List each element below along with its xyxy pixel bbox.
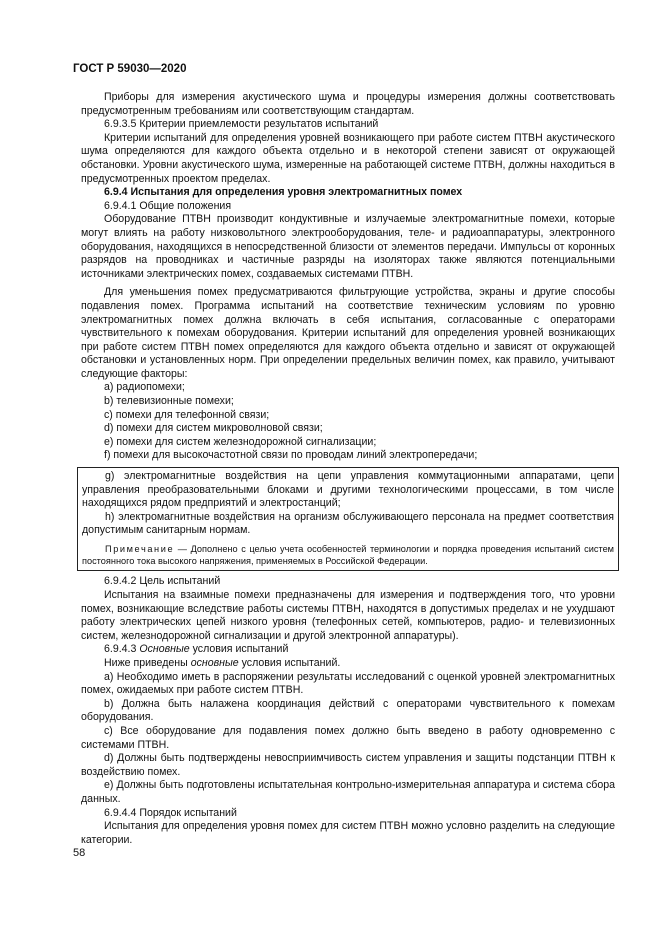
note-label: Примечание [105, 544, 175, 554]
list-item: b) телевизионные помехи; [104, 395, 234, 408]
heading-rest: условия испытаний [189, 643, 289, 656]
condition-item: c) Все оборудование для подавления помех должно быть введено в работу одновременно с системами ПТВН. [81, 724, 615, 751]
heading-number: 6.9.4.3 [104, 643, 140, 656]
page-number: 58 [73, 847, 86, 859]
paragraph-test-procedure: Испытания для определения уровня помех для систем ПТВН можно условно разделить на следующие категории. [81, 820, 615, 846]
intro-emphasis: основные [190, 656, 239, 669]
heading-emphasis: Основные [139, 643, 190, 656]
note-text: — Дополнено с целью учета особенностей терминологии и порядка проведения испытаний систем постоянного тока высокого напряжения, применяемых в Российской Федерации. [82, 544, 614, 567]
boxed-item-h: h) электромагнитные воздействия на организм обслуживающего персонала на предмет соответствия допустимым санитарным нормам. [82, 510, 614, 537]
document-header: ГОСТ Р 59030—2020 [73, 63, 187, 75]
condition-item: b) Должна быть налажена координация действий с операторами чувствительного к помехам оборудования. [81, 697, 615, 724]
heading-6-9-4-4: 6.9.4.4 Порядок испытаний [104, 806, 237, 819]
heading-6-9-3-5: 6.9.3.5 Критерии приемлемости результатов испытаний [104, 118, 379, 131]
page-body [81, 91, 615, 847]
note [82, 543, 614, 567]
paragraph-emi-general: Оборудование ПТВН производит кондуктивные и излучаемые электромагнитные помехи, которые могут влиять на работу низковольтного электрооборудования, теле- и радиоаппаратуры, электронного оборудования, находящихся в непосредственной близости от элементов передачи. Импульсы от коронных разрядов на проводниках и частичные разряды на изоляторах также являются потенциальными источниками электрических помех, создаваемых системами ПТВН. [81, 213, 615, 280]
list-item: d) помехи для систем микроволновой связи; [104, 422, 323, 435]
list-item: f) помехи для высокочастотной связи по проводам линий электропередачи; [104, 449, 478, 462]
condition-item: a) Необходимо иметь в распоряжении результаты исследований с оценкой уровней электромагнитных помех, ожидаемых при работе систем ПТВН. [81, 670, 615, 697]
list-item: c) помехи для телефонной связи; [104, 408, 270, 421]
intro-pre: Ниже приведены [104, 656, 191, 669]
paragraph-acoustic-criteria: Критерии испытаний для определения уровней возникающего при работе систем ПТВН акустического шума определяются для каждого объекта отдельно и в некоторой степени зависят от окружающей обстановки. Уровни акустического шума, измеренные на работающей системе ПТВН, должны находиться в предусмотренных проектом пределах. [81, 131, 615, 185]
heading-6-9-4: 6.9.4 Испытания для определения уровня электромагнитных помех [104, 186, 463, 199]
heading-6-9-4-3 [81, 643, 615, 657]
condition-item: e) Должны быть подготовлены испытательная контрольно-измерительная аппаратура и система сбора данных. [81, 779, 615, 805]
list-item: а) радиопомехи; [104, 381, 185, 394]
heading-6-9-4-2: 6.9.4.2 Цель испытаний [104, 575, 221, 588]
condition-item: d) Должны быть подтверждены невосприимчивость систем управления и защиты подстанции ПТВН к воздействию помех. [81, 752, 615, 778]
paragraph-conditions-intro [81, 657, 615, 671]
paragraph-test-purpose: Испытания на взаимные помехи предназначены для измерения и подтверждения того, что уровни помех, возникающие вследствие работы системы ПТВН, находятся в допустимых пределах и не ухудшают работу электрических цепей низкого уровня (телефонных сетей, компьютеров, радио- и телевизионных систем, железнодорожной сигнализации и другой электронной аппаратуры). [81, 589, 615, 642]
heading-6-9-4-1: 6.9.4.1 Общие положения [104, 199, 232, 212]
list-item: e) помехи для систем железнодорожной сигнализации; [104, 435, 377, 448]
boxed-item-g: g) электромагнитные воздействия на цепи управления коммутационными аппаратами, цепи управления преобразовательными блоками и другими технологическими процессами, в том числе находящихся рядом предприятий и электростанций; [82, 470, 614, 510]
paragraph-acoustic-instruments: Приборы для измерения акустического шума и процедуры измерения должны соответствовать предусмотренным требованиям или соответствующим стандартам. [81, 91, 615, 117]
paragraph-emi-suppression: Для уменьшения помех предусматриваются фильтрующие устройства, экраны и другие способы подавления помех. Программа испытаний на соответствие техническим условиям по уровню электромагнитных помех должна включать в себя испытания, согласованные с операторами чувствительного к помехам оборудования. Критерии испытаний для определения уровней возникающих при работе систем ПТВН помех определяются для каждого объекта отдельно и зависят от окружающей обстановки и установленных норм. При определении предельных величин помех, как правило, учитывают следующие факторы: [81, 286, 615, 380]
amendment-box [77, 467, 619, 571]
intro-post: условия испытаний. [238, 656, 341, 669]
